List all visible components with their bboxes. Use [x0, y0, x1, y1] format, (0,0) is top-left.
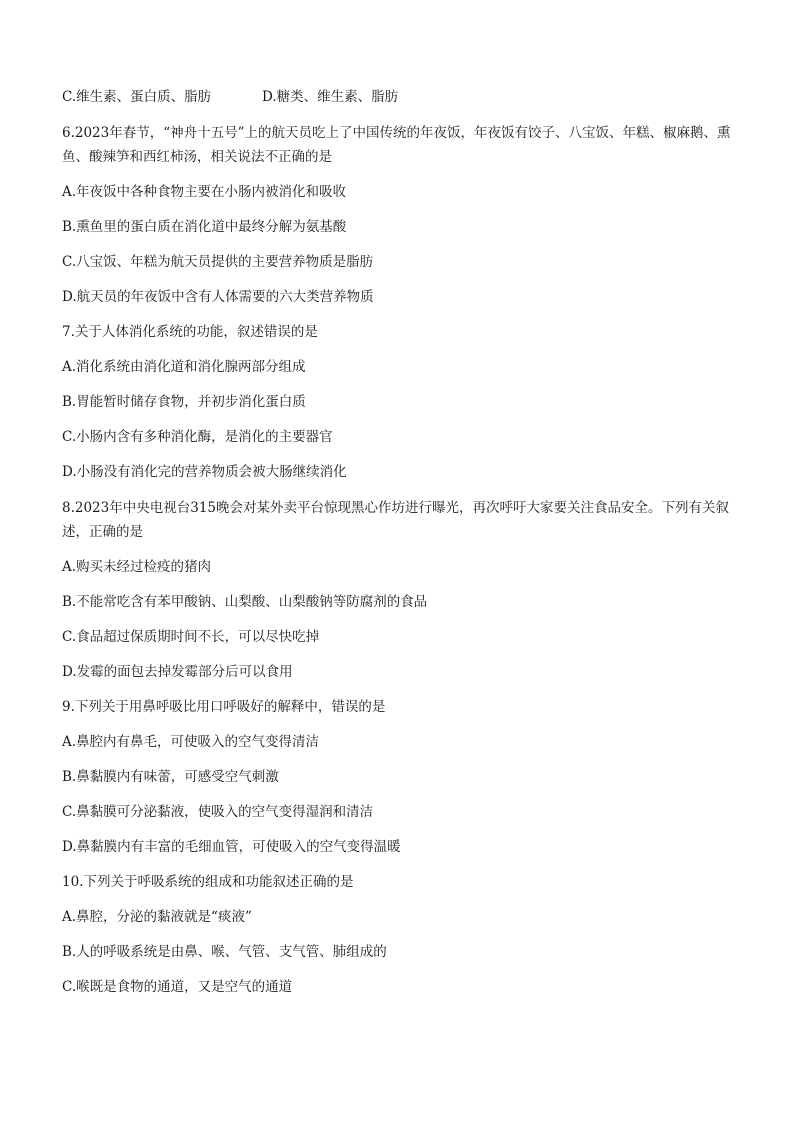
- question-10-option-c: C.喉既是食物的通道，又是空气的通道: [62, 979, 293, 995]
- question-9-option-c: C.鼻黏膜可分泌黏液，使吸入的空气变得湿润和清洁: [62, 804, 374, 820]
- option-d-text: D.糖类、维生素、脂肪: [262, 89, 399, 105]
- question-8-option-c: C.食品超过保质期时间不长，可以尽快吃掉: [62, 629, 320, 645]
- question-8-option-a: A.购买未经过检疫的猪肉: [62, 559, 212, 575]
- question-6-option-b: B.熏鱼里的蛋白质在消化道中最终分解为氨基酸: [62, 219, 347, 235]
- document-page: [62, 86, 732, 1011]
- question-6-stem: 6.2023年春节，“神舟十五号”上的航天员吃上了中国传统的年夜饭，年夜饭有饺子、八宝饭、年糕、椒麻鹅、熏鱼、酸辣笋和西红柿汤，相关说法不正确的是: [62, 125, 731, 165]
- question-10-option-b: B.人的呼吸系统是由鼻、喉、气管、支气管、肺组成的: [62, 944, 387, 960]
- question-9-option-b: B.鼻黏膜内有味蕾，可感受空气刺激: [62, 769, 279, 785]
- question-9-option-a: A.鼻腔内有鼻毛，可使吸入的空气变得清洁: [62, 734, 320, 750]
- question-8-option-b: B.不能常吃含有苯甲酸钠、山梨酸、山梨酸钠等防腐剂的食品: [62, 594, 428, 610]
- question-7-option-c: C.小肠内含有多种消化酶，是消化的主要器官: [62, 429, 333, 445]
- question-7-option-d: D.小肠没有消化完的营养物质会被大肠继续消化: [62, 464, 347, 480]
- question-7-option-a: A.消化系统由消化道和消化腺两部分组成: [62, 359, 306, 375]
- question-8-stem: 8.2023年中央电视台315晚会对某外卖平台惊现黑心作坊进行曝光，再次呼吁大家要关注食品安全。下列有关叙述，正确的是: [62, 500, 730, 540]
- option-pair-line: [62, 86, 732, 109]
- question-6-option-c: C.八宝饭、年糕为航天员提供的主要营养物质是脂肪: [62, 254, 374, 270]
- question-7-option-b: B.胃能暂时储存食物，并初步消化蛋白质: [62, 394, 306, 410]
- question-7-stem: 7.关于人体消化系统的功能，叙述错误的是: [62, 324, 318, 340]
- question-6-option-a: A.年夜饭中各种食物主要在小肠内被消化和吸收: [62, 184, 347, 200]
- question-6-option-d: D.航天员的年夜饭中含有人体需要的六大类营养物质: [62, 289, 374, 305]
- question-9-option-d: D.鼻黏膜内有丰富的毛细血管，可使吸入的空气变得温暖: [62, 839, 401, 855]
- question-9-stem: 9.下列关于用鼻呼吸比用口呼吸好的解释中，错误的是: [62, 699, 386, 715]
- question-8-option-d: D.发霉的面包去掉发霉部分后可以食用: [62, 664, 293, 680]
- question-10-stem: 10.下列关于呼吸系统的组成和功能叙述正确的是: [62, 874, 354, 890]
- question-10-option-a: A.鼻腔，分泌的黏液就是“痰液”: [62, 909, 252, 925]
- option-c-text: C.维生素、蛋白质、脂肪: [62, 89, 212, 105]
